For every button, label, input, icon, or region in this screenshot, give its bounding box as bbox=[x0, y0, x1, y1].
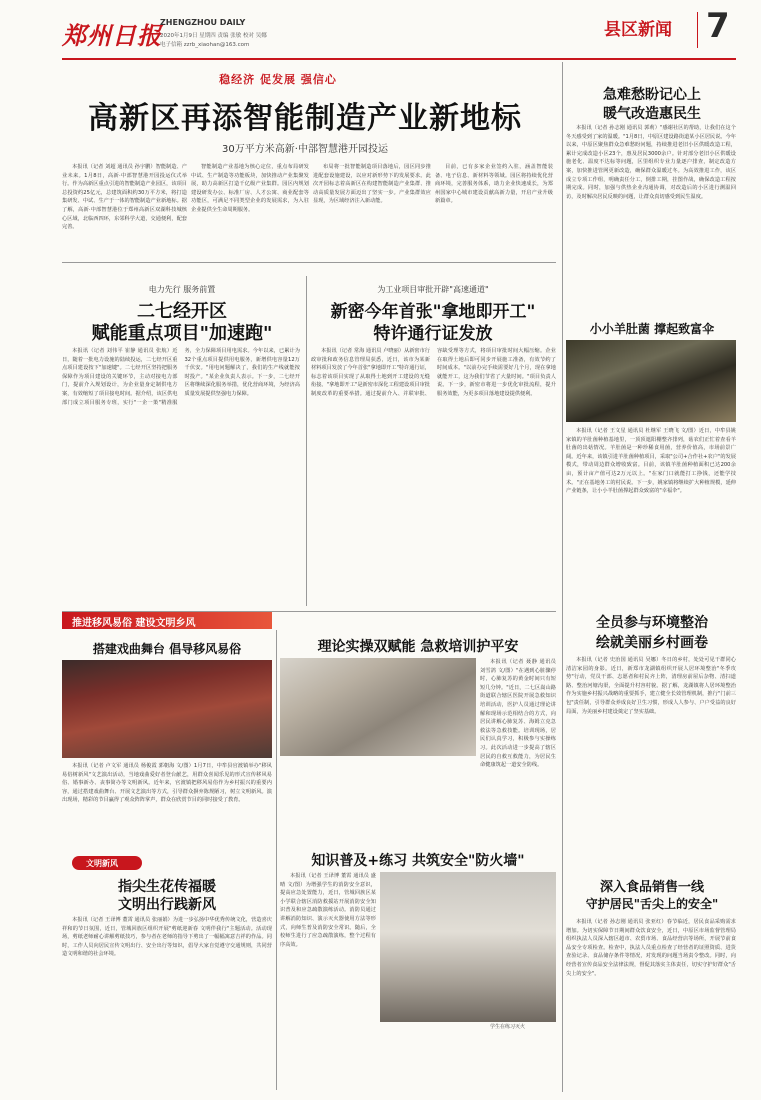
first-aid-photo bbox=[280, 658, 476, 756]
lead-headline: 高新区再添智能制造产业新地标 bbox=[88, 101, 522, 136]
story5-body-side bbox=[480, 658, 556, 848]
lead-col-1-text: 本报讯（记者 刘超 通讯员 孙宇鹏）智能制造、产业未来。1月8日，高新·中部智慧港开园投运仪式举行。作为高新区重点引进的智能制造产业园区，该项目总投资约25亿元，总建筑面积约30万平方米，将打造集研发、中试、生产于一体的智能制造产业新地标。据了解，高新·中部智慧港位于郑州高新区双湖科技城核心区域，北临西四环，东邻科学大道，交通便利，配套完善。 bbox=[62, 164, 187, 231]
lead-col-1 bbox=[62, 163, 187, 255]
story2-divider bbox=[306, 276, 307, 606]
story5-body-text: 本报讯（记者 聂静 通讯员 刘雪鸽 文/图）"在遇到心脏骤停时，心肺复苏的黄金时间只有短短几分钟。"近日，二七区嵩山路街道联合辖区医院开展急救知识培训活动，医护人员通过理论讲解和现场示范相结合的方式，向居民讲解心肺复苏、海姆立克急救法等急救技能。培训现场，居民们认真学习，积极参与实操练习。此次活动进一步提高了辖区居民的自救互救能力，为居民生命健康筑起一道安全防线。 bbox=[480, 659, 556, 769]
newspaper-logo-en: ZHENGZHOU DAILY bbox=[160, 18, 246, 27]
lead-rule bbox=[62, 262, 556, 263]
theme-banner-text: 稳经济 促发展 强信心 bbox=[219, 73, 337, 86]
right-column-divider bbox=[562, 62, 563, 1092]
right-mid-body bbox=[566, 427, 736, 603]
lead-col-4 bbox=[435, 163, 553, 255]
right-mid-headline: 小小羊肚菌 撑起致富伞 bbox=[589, 322, 715, 336]
right-low-headline-1: 全员参与环境整治 bbox=[596, 615, 708, 631]
story4-headline: 搭建戏曲舞台 倡导移风易俗 bbox=[92, 642, 242, 656]
story2-headline-1: 二七经开区 bbox=[137, 301, 227, 322]
campaign-banner-text: 推进移风易俗 建设文明乡风 bbox=[72, 618, 196, 629]
right-top-headline-1: 急难愁盼记心上 bbox=[603, 87, 701, 103]
story5-headline: 理论实操双赋能 急救培训护平安 bbox=[317, 639, 519, 655]
civility-badge-text: 文明新风 bbox=[86, 859, 118, 868]
masthead-meta: 2020年1月9日 星期四 责编 张敏 校对 吴娜 bbox=[160, 33, 267, 39]
opera-stage-photo bbox=[62, 660, 272, 758]
masthead bbox=[0, 0, 761, 64]
campaign-banner bbox=[62, 612, 272, 629]
story8-body bbox=[566, 918, 736, 1090]
fire-drill-photo bbox=[380, 872, 556, 1022]
page-number: 7 bbox=[706, 6, 730, 46]
story7-headline-1: 指尖生花传福暖 bbox=[118, 879, 216, 895]
right-low-headline-2: 绘就美丽乡村画卷 bbox=[596, 635, 708, 651]
newspaper-logo: 郑州日报 bbox=[62, 21, 162, 50]
story3-kicker: 为工业项目审批开辟"高速通道" bbox=[377, 285, 489, 294]
story4-body bbox=[62, 762, 272, 850]
lead-col-3 bbox=[313, 163, 431, 255]
right-low-body-text: 本报讯（记者 史治国 通讯员 吴娜）冬日的乡村，处处可见干群同心清洁家园的身影。近日，新郑市龙湖镇组织开展人居环境整治"冬季攻势"行动，党员干部、志愿者和村民齐上阵，清理房前屋后杂物、清扫道路、整治河塘沟渠，全面提升村容村貌。据了解，龙湖镇将人居环境整治作为实施乡村振兴战略的重要抓手，建立健全长效管理机制，推行"门前三包"责任制，引导群众养成良好卫生习惯，形成人人参与、户户受益的良好局面，为美丽乡村建设奠定了坚实基础。 bbox=[566, 657, 736, 715]
fire-drill-caption: 学生在练习灭火 bbox=[490, 1024, 526, 1030]
right-top-body bbox=[566, 124, 736, 304]
story7-body-text: 本报讯（记者 王译博 董霄 通讯员 张丽娟）为进一步弘扬中华优秀传统文化，营造喜庆祥和的节日氛围，近日，管城回族区组织开展"剪纸迎新春 文明伴我行"主题活动。活动现场，剪纸老师耐心讲解剪纸技巧，参与者在老师的指导下剪出了一幅幅寓意吉祥的作品。同时，工作人员向居民宣传文明出行、安全出行等知识，倡导大家自觉遵守交通规则，共同营造文明和谐的社会环境。 bbox=[62, 917, 272, 958]
lead-col-3-text: 布局将一批智能制造项目落地后，园区同步推进配套设施建设，以应对新形势下的发展要求。此次开园标志着高新区在构建智能制造产业集群、推动高质量发展方面迈出了坚实一步。产业集群效应显现，为区域经济注入新动能。 bbox=[313, 164, 431, 205]
story2-body-text: 本报讯（记者 刘伟平 崔静 通讯员 张航）近日，随着一批电力设施的陆续投运，二七经开区重点项目建设按下"加速键"。二七经开区坚持把服务保障作为项目建设的关键环节，主动对接电力部门，提前介入规划设计，为企业量身定制供电方案，有效缩短了项目接电时间。据介绍，该区供电部门成立项目服务专班，实行"一企一策"精准服务，全力保障项目用电需求。今年以来，已累计为32个重点项目提供用电服务，新增供电容量12万千伏安。"用电问题解决了，我们的生产线就能按时投产。"某企业负责人表示。下一步，二七经开区将继续深化服务举措，优化营商环境，为经济高质量发展提供坚强电力保障。 bbox=[62, 348, 300, 406]
lead-subhead: 30万平方米高新·中部智慧港开园投运 bbox=[222, 144, 388, 155]
civility-badge bbox=[72, 856, 142, 870]
masthead-divider bbox=[697, 12, 698, 48]
story2-kicker: 电力先行 服务前置 bbox=[148, 285, 216, 294]
story4-divider bbox=[276, 630, 277, 1090]
story3-body bbox=[311, 347, 556, 609]
story6-body bbox=[280, 872, 376, 1090]
story6-body-text: 本报讯（记者 王译博 董霄 通讯员 盛晴 文/图）为增强学生的消防安全意识，提高应急处置能力，近日，管城回族区某小学联合辖区消防救援站开展消防安全知识普及和应急疏散演练活动。消防员通过讲解消防知识、演示灭火器使用方法等形式，向师生普及消防安全常识。随后，全校师生进行了应急疏散演练，整个过程有序高效。 bbox=[280, 873, 376, 948]
lead-col-4-text: 目前，已有多家企业签约入驻，涵盖智能装备、电子信息、新材料等领域。园区将持续优化营商环境，完善服务体系，助力企业快速成长，为郑州国家中心城市建设贡献高新力量，开启产业升级新篇章。 bbox=[435, 164, 553, 205]
masthead-email: 电子信箱 zzrb_xiaohan@163.com bbox=[160, 42, 250, 48]
story8-headline-1: 深入食品销售一线 bbox=[599, 880, 704, 895]
story4-body-text: 本报讯（记者 卢文军 通讯员 杨俊霞 郭朝海 文/图）1月7日，中牟县官渡镇举办"移风易俗树新风"文艺演出活动，当地戏曲爱好者登台献艺，用群众喜闻乐见的形式宣传移风易俗、婚事新办、丧事简办等文明新风。近年来，官渡镇把移风易俗作为乡村振兴的重要内容，通过搭建戏曲舞台、开展文艺演出等方式，引导群众摒弃陈规陋习，树立文明新风。演出现场，精彩的节目赢得了观众阵阵掌声，群众在欣赏节目的同时接受了教育。 bbox=[62, 763, 272, 804]
story3-headline-2: 特许通行证发放 bbox=[373, 324, 493, 344]
right-mid-body-text: 本报讯（记者 王文星 通讯员 杜继军 王晓飞 文/图）近日，中牟县姚家镇的羊肚菌种植基地里，一顶顶遮阳棚整齐排列，菇农们正忙着查看羊肚菌的出菇情况。羊肚菌是一种珍稀食用菌，营养价值高，市场前景广阔。近年来，该镇引进羊肚菌种植项目，采取"公司+合作社+农户"的发展模式，带动周边群众增收致富。目前，该镇羊肚菌种植面积已达200余亩，预计亩产值可达2万元以上。"在家门口就能打工挣钱，还能学技术。"正在基地务工的村民说。下一步，姚家镇将继续扩大种植规模，延伸产业链条，让小小羊肚菌撑起群众致富的"幸福伞"。 bbox=[566, 428, 736, 495]
right-top-body-text: 本报讯（记者 孙志刚 通讯员 郭莉）"感谢社区的帮助，让我们在这个冬天感受到了家的温暖。"1月8日，中原区建设路街道某小区居民说。今年以来，中原区聚焦群众急难愁盼问题，持续推进老旧小区供暖改造工程，累计完成改造小区23个，惠及居民3000余户。针对部分老旧小区供暖设施老化、温度不达标等问题，区里组织专业力量逐户排查，制定改造方案，加快推进管网更新改造，确保群众温暖过冬。为高效推进工作，该区成立专项工作组，明确责任分工，倒排工期，挂图作战，确保改造工程按期完成。同时，加强与供热企业沟通协调，对改造后的小区进行测温回访，及时解决居民反映的问题，让群众真切感受到民生温度。 bbox=[566, 125, 736, 200]
lead-col-2 bbox=[191, 163, 309, 255]
right-low-body bbox=[566, 656, 736, 856]
story3-body-text: 本报讯（记者 常海 通讯员 卢晓丽）从新密市行政审批和政务信息管理局获悉，近日，该市为某新材料项目发放了今年首张"拿地即开工"特许通行证，标志着该项目实现了从取得土地到开工建设的无缝衔接。"拿地即开工"是新密市深化工程建设项目审批制度改革的重要举措。通过提前介入、并联审批、容缺受理等方式，将项目审批时间大幅压缩。企业在取得土地后即可同步开展施工准备，有效节约了时间成本。"以前办完手续需要好几个月，现在拿地就能开工，这为我们节省了大量时间。"项目负责人说。下一步，新密市将进一步优化审批流程，提升服务效能，为更多项目落地建设提供便利。 bbox=[311, 348, 556, 397]
story2-headline-2: 赋能重点项目"加速跑" bbox=[91, 323, 273, 344]
story2-body bbox=[62, 347, 300, 609]
section-title: 县区新闻 bbox=[604, 20, 672, 40]
story8-body-text: 本报讯（记者 孙志刚 通讯员 张亚红）春节临近，居民食品采购需求增加。为切实保障节日期间群众饮食安全，近日，中原区市场监督管理局组织执法人员深入辖区超市、农贸市场、食品经营店等场所，开展节前食品安全专项检查。检查中，执法人员重点检查了经营者的证照资质、进货查验记录、食品储存条件等情况，对发现的问题当场责令整改。同时，向经营者宣传食品安全法律法规，督促其落实主体责任，切实守护好群众"舌尖上的安全"。 bbox=[566, 919, 736, 977]
story4-rule bbox=[62, 611, 556, 612]
story3-headline-1: 新密今年首张"拿地即开工" bbox=[330, 302, 536, 322]
right-top-headline-2: 暖气改造惠民生 bbox=[603, 106, 701, 122]
story7-headline-2: 文明出行践新风 bbox=[118, 897, 216, 913]
theme-banner bbox=[208, 68, 348, 86]
story8-headline-2: 守护居民"舌尖上的安全" bbox=[585, 897, 719, 911]
story7-body bbox=[62, 916, 272, 1090]
masthead-rule bbox=[62, 58, 736, 60]
mushroom-photo bbox=[566, 340, 736, 422]
lead-col-2-text: 智能制造产业基地为核心定位，重点布局研发中试、生产制造等功能板块，加快推动产业集聚发展，助力高新区打造千亿级产业集群。园区内规划建设研发办公、标准厂房、人才公寓、商业配套等功能区，可满足不同类型企业的发展需求，为入驻企业提供全生命周期服务。 bbox=[191, 164, 309, 213]
story6-headline: 知识普及+练习 共筑安全"防火墙" bbox=[311, 853, 525, 869]
